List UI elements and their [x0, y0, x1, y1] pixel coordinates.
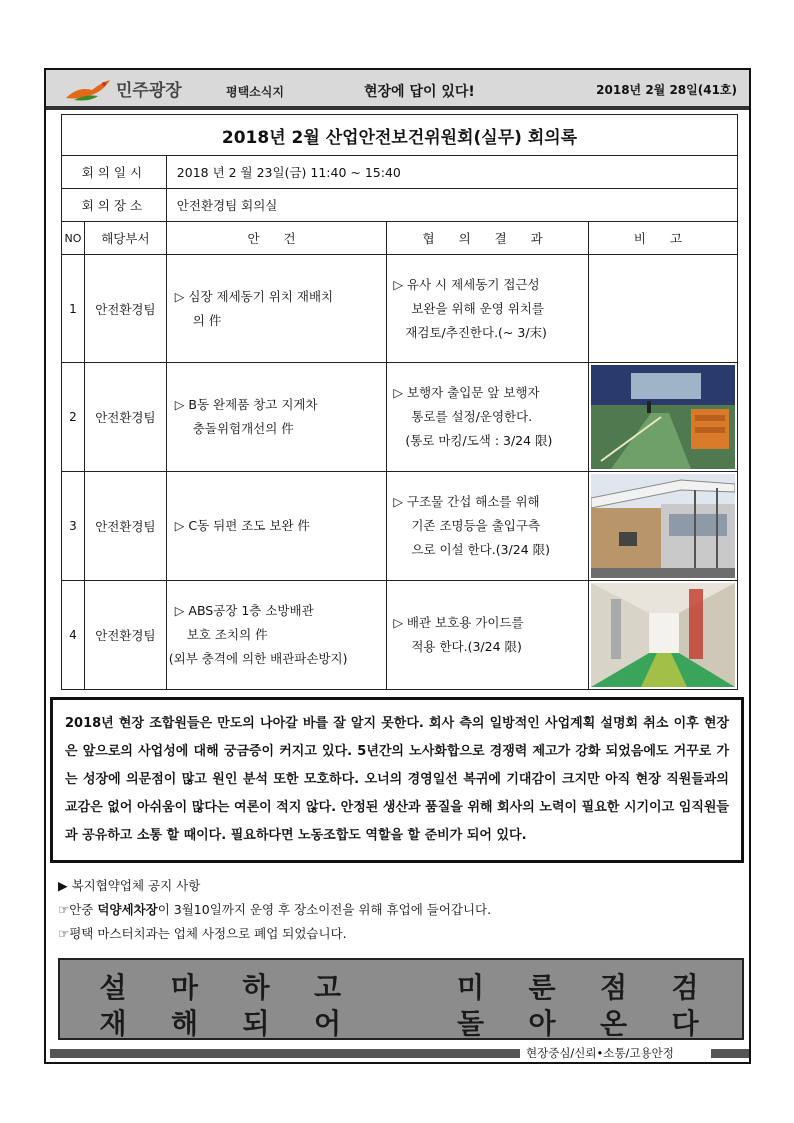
banner-line-1: [90, 966, 710, 1006]
warehouse-walkway-photo: [591, 365, 735, 469]
banner-char: 돌: [456, 1007, 487, 1040]
row-result-line: 통로를 설정/운영한다.: [411, 409, 533, 424]
banner-char: 해: [170, 1007, 201, 1040]
row-item: [166, 255, 387, 363]
row-item-line: 보호 조치의 件: [186, 627, 268, 642]
welfare-line-1: [58, 898, 491, 922]
row-result-line: ▷ 유사 시 제세동기 접근성: [393, 277, 539, 292]
row-note-empty: [588, 255, 737, 363]
row-dept: 안전환경팀: [84, 581, 166, 690]
logo-subtitle: 평택소식지: [226, 85, 284, 99]
holiday-banner: [58, 958, 744, 1040]
row-item: [166, 363, 387, 472]
place-value: 안전환경팀 회의실: [166, 189, 737, 222]
banner-char: [376, 966, 424, 1006]
footer: [50, 1046, 749, 1060]
editorial-notice: [50, 697, 744, 863]
welfare-line-1-prefix: ☞안중: [58, 902, 98, 917]
row-no: 4: [62, 581, 85, 690]
row-item-line: ▷ 심장 제세동기 위치 재배치: [175, 289, 333, 304]
row-item: [166, 472, 387, 581]
banner-char: 아: [528, 1007, 558, 1040]
issue-date: 2018년 2월 28일(41호): [596, 83, 737, 97]
banner-char: [376, 1002, 424, 1042]
row-note-photo: [588, 363, 737, 472]
banner-char: 마: [170, 971, 201, 1004]
row-item-line: ▷ ABS공장 1층 소방배관: [169, 599, 387, 623]
welfare-line-2: ☞평택 마스터치과는 업체 사정으로 폐업 되었습니다.: [58, 926, 347, 941]
place-label: 회의장소: [62, 189, 167, 222]
row-no: 1: [62, 255, 85, 363]
banner-char: 미: [456, 971, 487, 1004]
row-item-line: 의 件: [192, 312, 222, 328]
row-item-line: (외부 충격에 의한 배관파손방지): [168, 651, 348, 666]
table-row: [62, 472, 738, 581]
editorial-text: 2018년 현장 조합원들은 만도의 나아갈 바를 잘 알지 못한다. 회사 측의 일방적인 사업계획 설명회 취소 이후 현장은 앞으로의 사업성에 대해 궁금증이 커지고 있다. 5년간의 노사화합으로 경쟁력 제고가 강화 되었음에도 거꾸로 가는 성장에 의문점이 많고 원인 분석 또한 모호하다. 오너의 경영일선 복귀에 기대감이 크지만 아직 현장 직원들과의 교감은 없어 아쉬움이 많다는 여론이 적지 않다. 안정된 생산과 품질을 위해 회사의 노력이 필요한 시기이고 임직원들과 공유하고 소통 할 때이다. 필요하다면 노동조합도 역할을 할 준비가 되어 있다.: [65, 716, 729, 843]
row-result-line: 기존 조명등을 출입구측: [411, 518, 541, 533]
newsletter-frame: [44, 68, 751, 1064]
banner-char: 어: [313, 1007, 344, 1040]
row-note-photo: [588, 581, 737, 690]
col-header-item: 안 건: [166, 222, 387, 255]
footer-bar-right: [711, 1049, 749, 1058]
table-row: [62, 581, 738, 690]
banner-char: 재: [99, 1007, 129, 1040]
row-result: [387, 472, 589, 581]
row-no: 3: [62, 472, 85, 581]
table-row: [62, 255, 738, 363]
date-label: 회의일시: [62, 156, 167, 189]
footer-motto: 현장중심/신뢰•소통/고용안정: [526, 1046, 674, 1060]
banner-char: 설: [99, 971, 129, 1004]
banner-char: 룬: [528, 971, 558, 1004]
table-row: [62, 363, 738, 472]
row-result-line: (통로 마킹/도색 : 3/24 限): [405, 433, 553, 448]
banner-char: 되: [242, 1007, 272, 1040]
banner-char: 온: [599, 1007, 630, 1040]
row-dept: 안전환경팀: [84, 363, 166, 472]
minutes-title: 2018년 2월 산업안전보건위원회(실무) 회의록: [62, 115, 738, 156]
welfare-heading: ▶ 복지협약업체 공지 사항: [58, 878, 201, 893]
row-result-line: 보완을 위해 운영 위치를: [411, 300, 544, 316]
bird-logo-icon: [64, 76, 112, 104]
row-item: [166, 581, 387, 690]
row-result: [387, 363, 589, 472]
newsletter-header: [46, 70, 749, 110]
row-result-line: 적용 한다.(3/24 限): [411, 639, 522, 654]
row-result-line: 재검토/추진한다.(~ 3/末): [405, 324, 547, 340]
footer-bar-left: [50, 1049, 520, 1058]
col-header-result: 협 의 결 과: [387, 222, 589, 255]
row-result-line: 으로 이설 한다.(3/24 限): [411, 542, 550, 557]
row-item-line: 충돌위험개선의 件: [192, 421, 294, 436]
row-result-line: ▷ 보행자 출입문 앞 보행자: [393, 385, 539, 400]
row-result-line: ▷ 구조물 간섭 해소를 위해: [393, 494, 539, 509]
row-dept: 안전환경팀: [84, 472, 166, 581]
logo: [64, 74, 304, 104]
welfare-line-1-suffix: 이 3월10일까지 운영 후 장소이전을 위해 휴업에 들어갑니다.: [157, 902, 492, 917]
welfare-line-1-business: 덕양세차장: [97, 902, 158, 917]
meeting-minutes-table: [61, 114, 738, 690]
banner-char: 다: [671, 1007, 701, 1040]
welfare-notice: [58, 874, 491, 946]
banner-char: 검: [671, 971, 701, 1004]
row-item-line: ▷ C동 뒤편 조도 보완 件: [175, 518, 310, 533]
row-note-photo: [588, 472, 737, 581]
slogan: 현장에 답이 있다!: [364, 84, 475, 100]
banner-char: 하: [242, 971, 272, 1004]
row-result: [387, 581, 589, 690]
date-value: 2018 년 2 월 23일(금) 11:40 ~ 15:40: [166, 156, 737, 189]
building-exterior-photo: [591, 474, 735, 578]
corridor-photo: [591, 583, 735, 687]
col-header-dept: 해당부서: [84, 222, 166, 255]
row-result: [387, 255, 589, 363]
banner-char: 점: [599, 971, 630, 1004]
row-item-line: ▷ B동 완제품 창고 지게차: [175, 397, 318, 412]
logo-name: 민주광장: [116, 81, 182, 101]
col-header-no: NO: [62, 222, 85, 255]
banner-char: 고: [313, 971, 344, 1004]
row-result-line: ▷ 배관 보호용 가이드를: [393, 615, 523, 630]
row-dept: 안전환경팀: [84, 255, 166, 363]
banner-line-2: [90, 1002, 710, 1042]
col-header-note: 비 고: [588, 222, 737, 255]
row-no: 2: [62, 363, 85, 472]
